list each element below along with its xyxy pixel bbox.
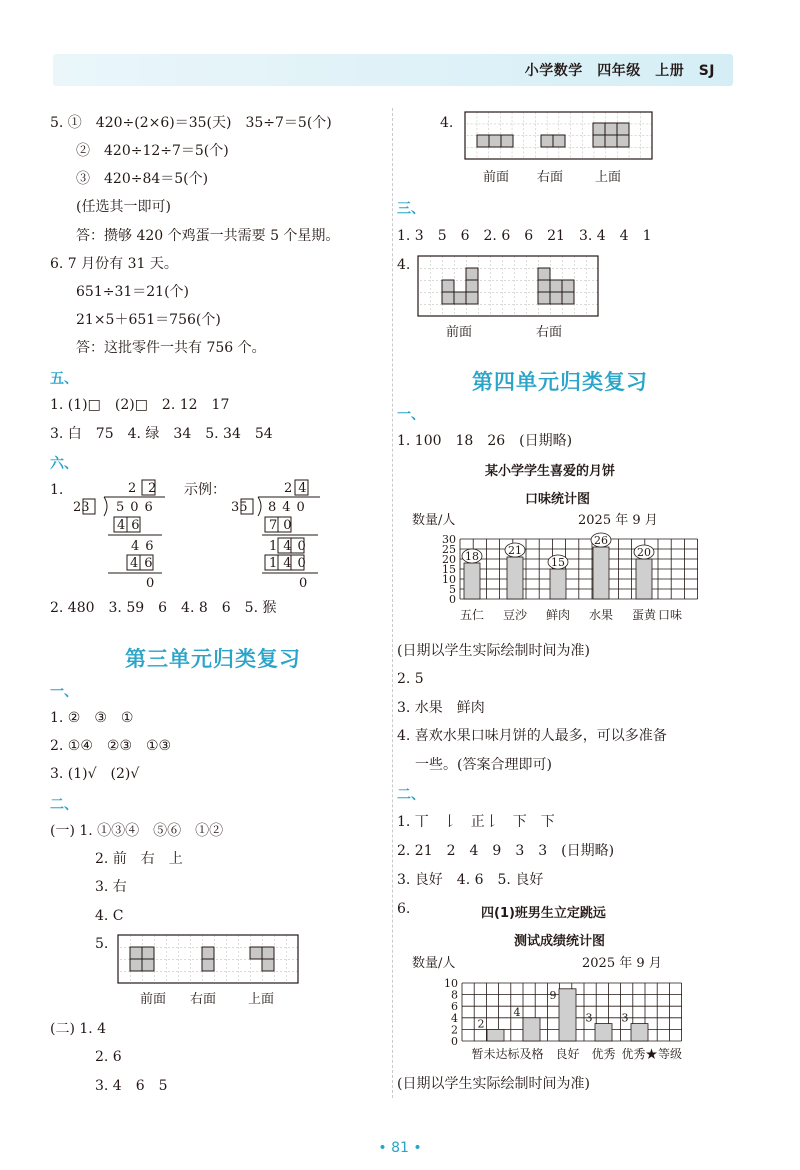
chart2-bar — [523, 1018, 540, 1041]
chart2-ylabel: 数量/人 — [412, 956, 456, 971]
unit4-one-line4: 4. 喜欢水果口味月饼的人最多，可以多准备 — [397, 728, 667, 744]
unit-three-title: 第三单元归类复习 — [125, 647, 301, 671]
answer-5-line2: ② 420÷12÷7＝5(个) — [76, 143, 229, 159]
view-label-right: 右面 — [190, 992, 217, 1007]
chart2-xlabel: 等级 — [658, 1047, 683, 1061]
div2-remainder1: 140 — [269, 539, 312, 554]
div1-product2: 46 — [130, 556, 159, 571]
chart1-ytick: 20 — [442, 553, 456, 566]
unit4-one-line2: 2. 5 — [397, 671, 424, 687]
chart1-data-label: 20 — [637, 546, 651, 559]
section-six-q1-label: 1. — [50, 482, 64, 498]
long-division-1 — [70, 478, 170, 593]
div1-quotient: 2 — [128, 481, 137, 496]
chart2-data-label: 4 — [513, 1005, 521, 1019]
chart1-bar — [464, 563, 480, 599]
chart2-category-label: 及格 — [519, 1047, 544, 1061]
r4-view-front: 前面 — [483, 170, 510, 185]
chart2-data-label: 3 — [621, 1011, 629, 1025]
chart1-ytick: 30 — [442, 533, 456, 546]
chart2-bar — [487, 1029, 504, 1041]
section-three-line1: 1. 3 5 6 2. 6 6 21 3. 4 4 1 — [397, 228, 652, 244]
chart2-bar-chart — [410, 955, 700, 1063]
chart2-data-label: 3 — [585, 1011, 593, 1025]
views-grid-q5 — [118, 935, 298, 1007]
unit3-one-line3: 3. (1)√ (2)√ — [50, 766, 140, 782]
div1-remainder2: 0 — [146, 576, 155, 591]
chart2-category-label: 良好 — [555, 1047, 580, 1061]
unit3-two-part1-line1: (一) 1. ①③④ ⑤⑥ ①② — [50, 823, 224, 839]
unit3-two-part1-line2: 2. 前 右 上 — [95, 851, 183, 867]
r4-view-right: 右面 — [537, 170, 564, 185]
unit3-two-part1-line5: 5. — [95, 936, 109, 952]
r4-view-top: 上面 — [595, 170, 622, 185]
chart1-bar — [593, 547, 609, 599]
chart2-ytick: 6 — [451, 1000, 458, 1014]
chart1-category-label: 鲜肉 — [545, 608, 571, 622]
chart1-data-label: 21 — [508, 544, 522, 557]
chart1-ytick: 15 — [442, 563, 456, 576]
three-view-front: 前面 — [446, 325, 473, 340]
section-six-line2: 2. 480 3. 59 6 4. 8 6 5. 猴 — [50, 600, 277, 616]
div2-product1: 70 — [269, 518, 298, 533]
unit4-one-line3: 3. 水果 鲜肉 — [397, 700, 485, 716]
chart1-category-label: 蛋黄 — [631, 608, 657, 622]
unit3-section-two-heading: 二、 — [50, 797, 78, 813]
page-number: • 81 • — [378, 1140, 422, 1156]
chart2-ytick: 4 — [451, 1011, 458, 1025]
views-grid-three — [418, 256, 598, 342]
chart1-data-label: 15 — [551, 556, 565, 569]
div1-dividend: 506 — [116, 500, 159, 515]
header-text: 小学数学 四年级 上册 SJ — [524, 63, 715, 79]
section-six-heading: 六、 — [50, 456, 78, 472]
chart1-category-label: 豆沙 — [502, 608, 528, 622]
chart1-bar — [550, 569, 566, 599]
chart1-data-label: 26 — [594, 534, 608, 547]
right-q4-label: 4. — [440, 115, 454, 131]
unit3-two-part2-line3: 3. 4 6 5 — [95, 1078, 168, 1094]
chart1-ytick: 10 — [442, 573, 456, 586]
div2-product2: 140 — [269, 556, 312, 571]
chart1-category-label: 水果 — [588, 608, 614, 622]
unit3-one-line1: 1. ② ③ ① — [50, 710, 134, 726]
view-label-top: 上面 — [248, 992, 275, 1007]
chart1-bar-chart — [410, 512, 690, 632]
chart2-date: 2025 年 9 月 — [582, 956, 662, 971]
unit4-section-one-heading: 一、 — [397, 407, 425, 423]
div1-quotient-box: 2 — [148, 481, 157, 496]
unit4-one-line5: 一些。(答案合理即可) — [415, 757, 552, 773]
views-grid-r4 — [465, 112, 655, 186]
chart1-bar — [636, 559, 652, 599]
chart2-bar — [595, 1024, 612, 1041]
chart2-ytick: 0 — [451, 1035, 458, 1048]
chart1-bar — [507, 557, 523, 599]
chart1-data-label: 18 — [465, 550, 479, 563]
chart1-date: 2025 年 9 月 — [578, 513, 658, 528]
unit4-one-note: (日期以学生实际绘制时间为准) — [397, 643, 590, 659]
div2-divisor: 35 — [231, 500, 248, 515]
answer-6-line2: 651÷31＝21(个) — [76, 284, 190, 300]
chart2-category-label: 优秀 — [591, 1047, 616, 1061]
chart2-data-label: 9 — [549, 988, 557, 1002]
div2-remainder2: 0 — [299, 576, 308, 591]
answer-6-line3: 21×5＋651＝756(个) — [76, 312, 221, 328]
answer-5-line1: 5. ① 420÷(2×6)＝35(天) 35÷7＝5(个) — [50, 115, 332, 131]
div1-product1: 46 — [117, 518, 146, 533]
column-divider — [392, 108, 393, 1098]
chart2-title: 四(1)班男生立定跳远 — [481, 906, 606, 921]
div2-dividend: 840 — [268, 500, 311, 515]
chart2-ytick: 2 — [451, 1023, 458, 1037]
chart1-title: 某小学学生喜爱的月饼 — [485, 464, 616, 479]
unit3-two-part2-line1: (二) 1. 4 — [50, 1021, 107, 1037]
long-division-2 — [228, 478, 328, 593]
answer-6-conclusion: 答：这批零件一共有 756 个。 — [76, 340, 266, 356]
chart1-ytick: 0 — [449, 593, 456, 606]
section-three-heading: 三、 — [397, 201, 425, 217]
chart1-xlabel: 口味 — [658, 608, 683, 622]
chart1-ytick: 25 — [442, 543, 456, 556]
unit3-one-line2: 2. ①④ ②③ ①③ — [50, 738, 172, 754]
unit-four-title: 第四单元归类复习 — [472, 370, 648, 394]
chart1-ytick: 5 — [449, 583, 456, 596]
chart1-ylabel: 数量/人 — [412, 513, 456, 528]
chart2-subtitle: 测试成绩统计图 — [514, 934, 606, 949]
unit4-two-q6-label: 6. — [397, 901, 411, 917]
section-five-line1: 1. (1)□ (2)□ 2. 12 17 — [50, 397, 230, 413]
section-five-line2: 3. 白 75 4. 绿 34 5. 34 54 — [50, 426, 273, 442]
answer-5-note: (任选其一即可) — [76, 199, 171, 215]
div1-divisor: 23 — [73, 500, 90, 515]
answer-5-line3: ③ 420÷84＝5(个) — [76, 171, 209, 187]
three-view-right: 右面 — [536, 325, 563, 340]
unit3-two-part1-line3: 3. 右 — [95, 879, 127, 895]
unit4-two-line3: 3. 良好 4. 6 5. 良好 — [397, 872, 544, 888]
chart2-bar — [559, 989, 576, 1041]
unit3-two-part2-line2: 2. 6 — [95, 1049, 122, 1065]
section-three-q4-label: 4. — [397, 257, 411, 273]
chart2-ytick: 10 — [444, 977, 458, 990]
answer-5-conclusion: 答：攒够 420 个鸡蛋一共需要 5 个星期。 — [76, 228, 340, 244]
chart1-category-label: 五仁 — [459, 608, 485, 622]
section-five-heading: 五、 — [50, 371, 78, 387]
chart2-data-label: 2 — [477, 1017, 485, 1031]
answer-6-line1: 6. 7 月份有 31 天。 — [50, 256, 178, 272]
unit4-two-note: (日期以学生实际绘制时间为准) — [397, 1076, 590, 1092]
unit4-two-line1: 1. 丅 𠄌 正𠄌 下 下 — [397, 814, 555, 830]
div1-remainder1: 46 — [131, 539, 160, 554]
chart1-subtitle: 口味统计图 — [525, 492, 591, 507]
chart2-category-label: 优秀★ — [621, 1047, 658, 1061]
unit3-section-one-heading: 一、 — [50, 684, 78, 700]
section-six-example-label: 示例： — [184, 482, 226, 498]
div2-quotient: 24 — [284, 481, 313, 496]
chart2-bar — [631, 1024, 648, 1041]
unit3-two-part1-line4: 4. C — [95, 908, 124, 924]
unit4-two-line2: 2. 21 2 4 9 3 3 (日期略) — [397, 843, 615, 859]
chart2-ytick: 8 — [451, 988, 458, 1002]
page-header — [53, 54, 733, 86]
view-label-front: 前面 — [140, 992, 167, 1007]
chart2-category-label: 暂未达标 — [471, 1047, 520, 1061]
unit4-one-line1: 1. 100 18 26 (日期略) — [397, 433, 573, 449]
unit4-section-two-heading: 二、 — [397, 787, 425, 803]
